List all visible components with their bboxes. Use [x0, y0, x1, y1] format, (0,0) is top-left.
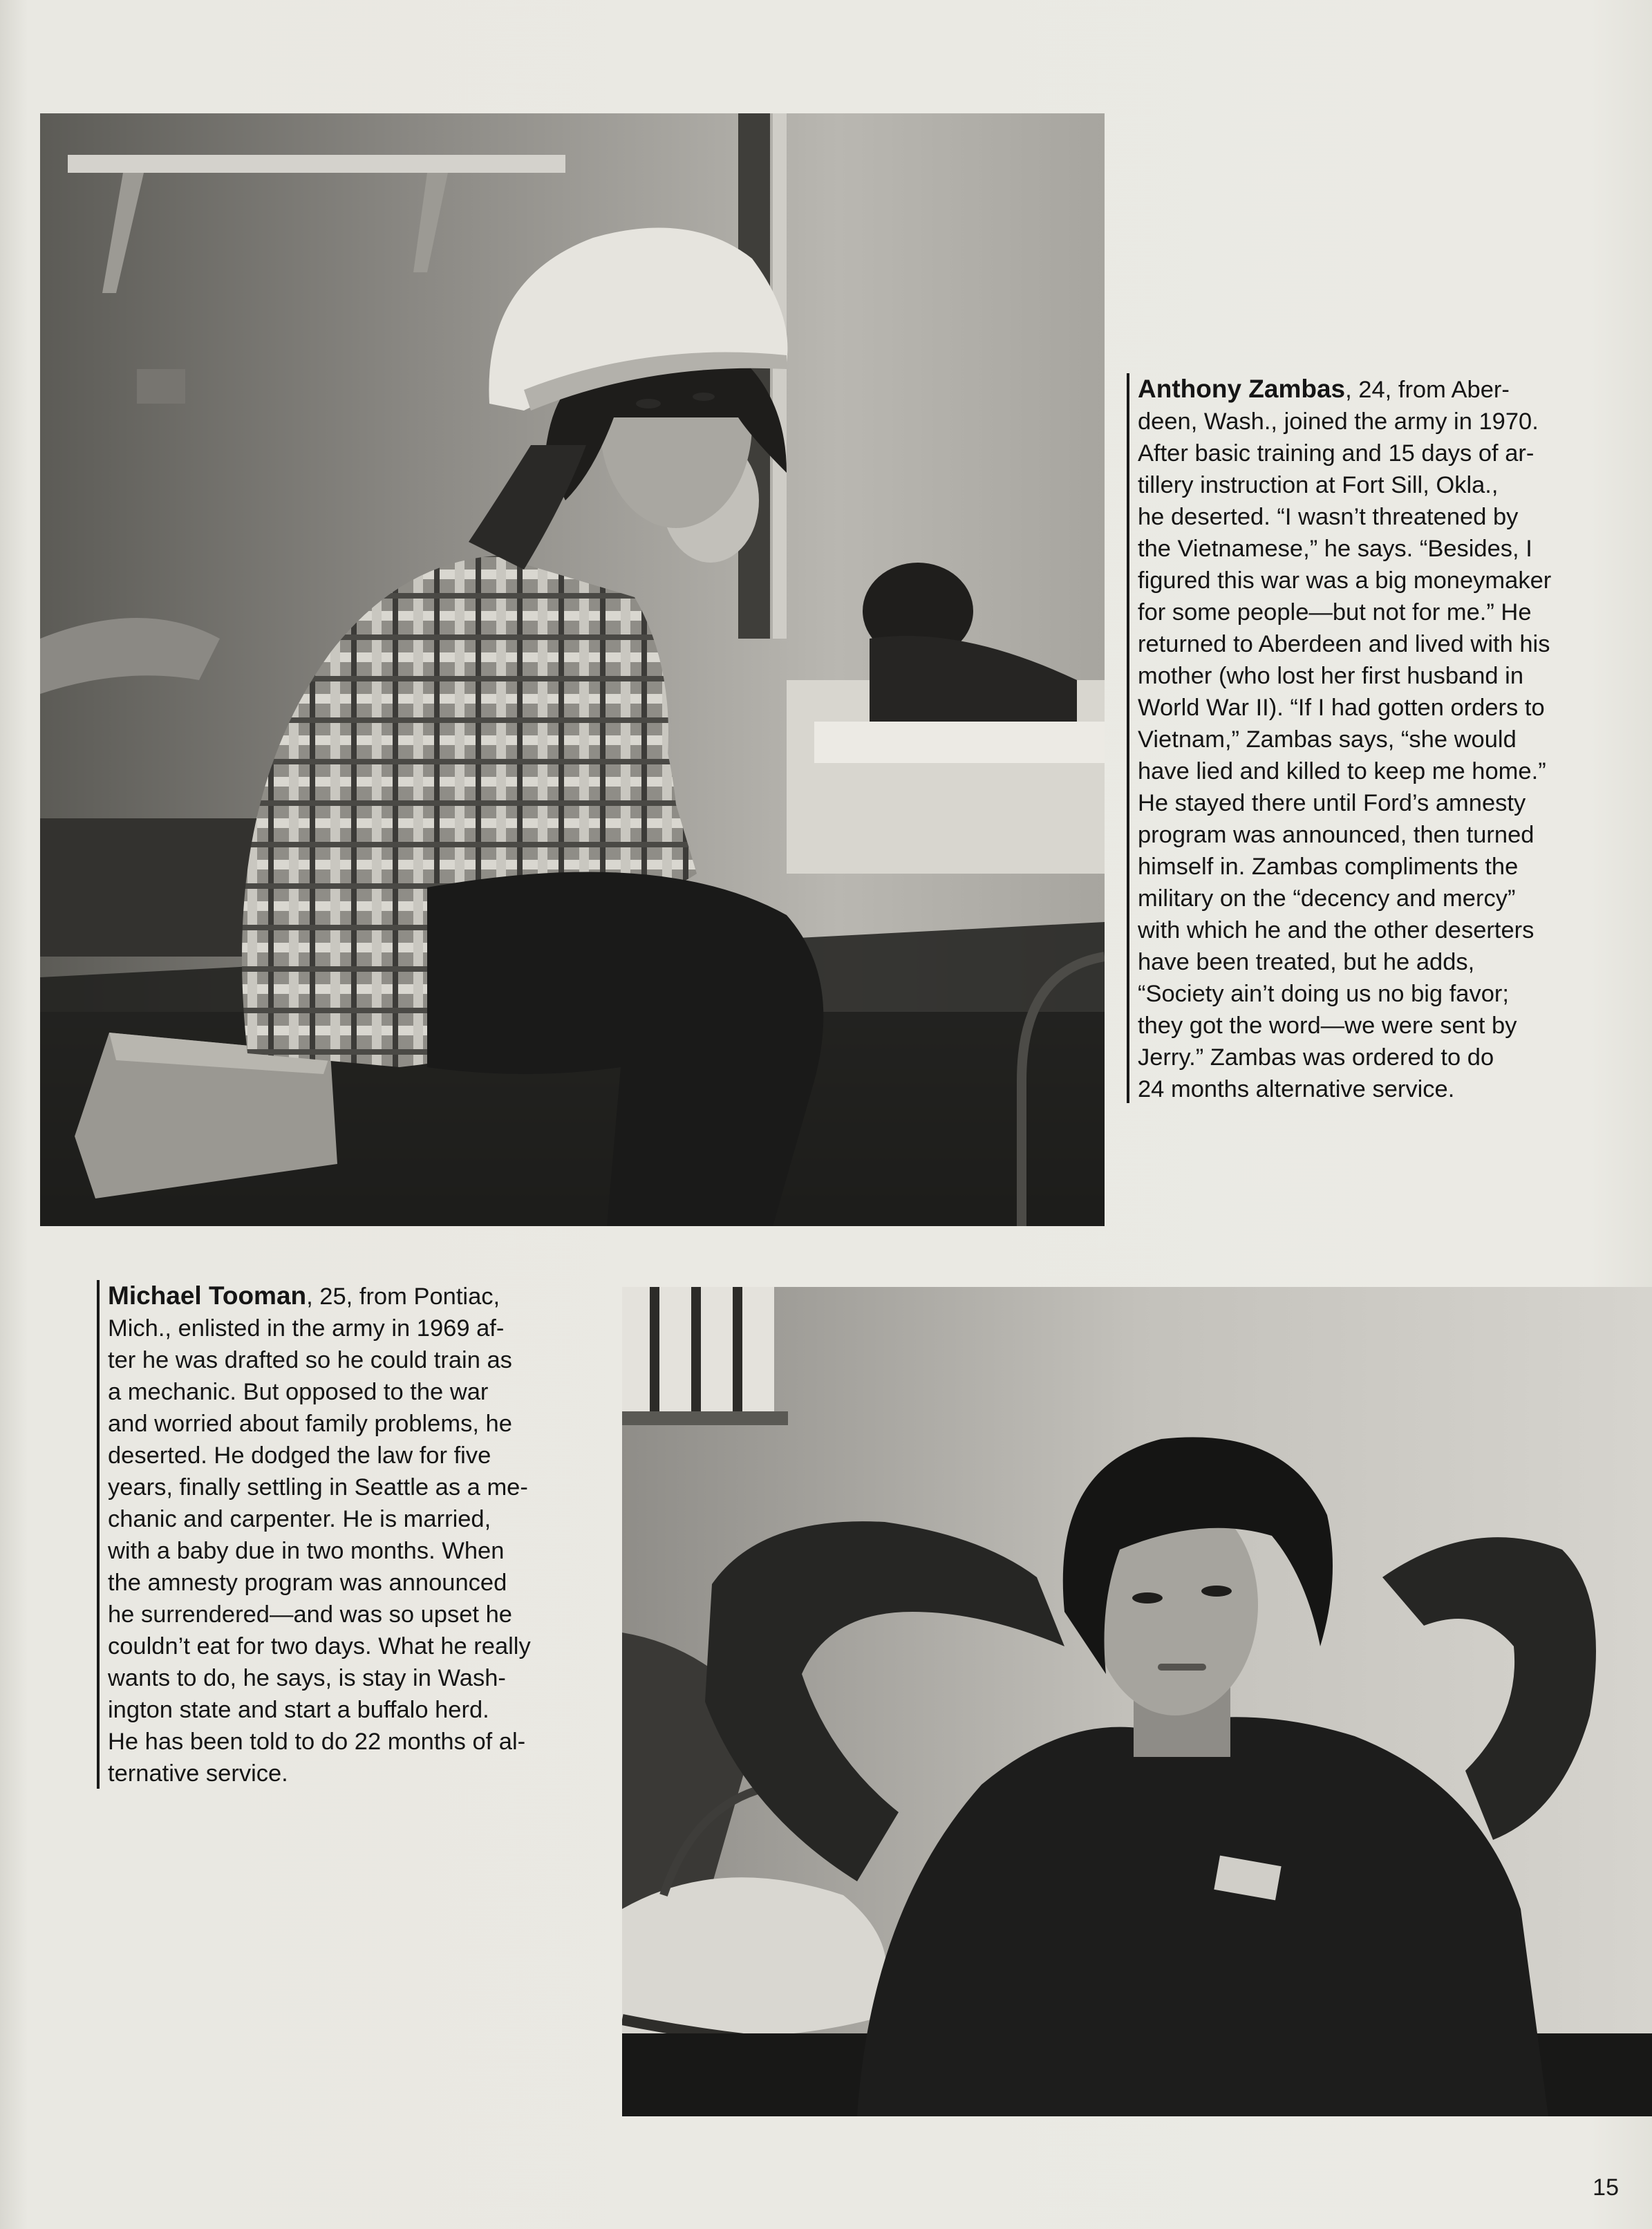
caption-zambas-line: with which he and the other deserters	[1138, 917, 1534, 943]
caption-tooman-line: chanic and carpenter. He is married,	[108, 1506, 491, 1532]
caption-anthony-zambas	[1127, 373, 1551, 1103]
caption-zambas-line: they got the word—we were sent by	[1138, 1013, 1517, 1039]
caption-zambas-line: deen, Wash., joined the army in 1970.	[1138, 408, 1539, 435]
caption-zambas-line: Jerry.” Zambas was ordered to do	[1138, 1044, 1494, 1071]
caption-tooman-line: ter he was drafted so he could train as	[108, 1347, 512, 1373]
caption-zambas-line: World War II). “If I had gotten orders to	[1138, 695, 1545, 721]
caption-zambas-line: Vietnam,” Zambas says, “she would	[1138, 726, 1517, 753]
caption-zambas-line: he deserted. “I wasn’t threatened by	[1138, 504, 1519, 530]
caption-tooman-line: years, finally settling in Seattle as a me-	[108, 1474, 528, 1501]
caption-tooman-line: Mich., enlisted in the army in 1969 af-	[108, 1315, 505, 1342]
caption-zambas-line-1: Anthony Zambas, 24, from Aber-	[1138, 375, 1510, 403]
caption-zambas-line: mother (who lost her first husband in	[1138, 663, 1524, 689]
caption-zambas-line: military on the “decency and mercy”	[1138, 885, 1516, 912]
caption-zambas-line: tillery instruction at Fort Sill, Okla.,	[1138, 472, 1499, 498]
caption-zambas-line: 24 months alternative service.	[1138, 1076, 1455, 1102]
caption-zambas-line: have lied and killed to keep me home.”	[1138, 758, 1546, 784]
caption-zambas-line: returned to Aberdeen and lived with his	[1138, 631, 1550, 657]
photo-michael-tooman	[622, 1287, 1652, 2116]
caption-zambas-line: figured this war was a big moneymaker	[1138, 567, 1552, 594]
caption-tooman-line-1: Michael Tooman, 25, from Pontiac,	[108, 1281, 500, 1310]
caption-zambas-line: himself in. Zambas compliments the	[1138, 854, 1519, 880]
caption-zambas-line: “Society ain’t doing us no big favor;	[1138, 981, 1509, 1007]
caption-zambas-line: program was announced, then turned	[1138, 822, 1534, 848]
page-number: 15	[1593, 2174, 1619, 2201]
caption-tooman-line: deserted. He dodged the law for five	[108, 1442, 491, 1469]
caption-tooman-line: ternative service.	[108, 1760, 288, 1787]
caption-michael-tooman	[97, 1280, 531, 1789]
caption-zambas-line: After basic training and 15 days of ar-	[1138, 440, 1534, 467]
caption-zambas-line: for some people—but not for me.” He	[1138, 599, 1532, 626]
caption-zambas-name: Anthony Zambas	[1138, 375, 1346, 403]
caption-tooman-line: ington state and start a buffalo herd.	[108, 1697, 489, 1723]
photo-zambas-illustration	[40, 113, 1105, 1226]
caption-tooman-line: wants to do, he says, is stay in Wash-	[108, 1665, 506, 1691]
caption-tooman-line: with a baby due in two months. When	[108, 1538, 505, 1564]
caption-zambas-line: He stayed there until Ford’s amnesty	[1138, 790, 1526, 816]
photo-tooman-illustration	[622, 1287, 1652, 2116]
caption-zambas-line: the Vietnamese,” he says. “Besides, I	[1138, 536, 1532, 562]
caption-tooman-line: He has been told to do 22 months of al-	[108, 1729, 526, 1755]
caption-zambas-line: have been treated, but he adds,	[1138, 949, 1475, 975]
caption-tooman-line: and worried about family problems, he	[108, 1411, 512, 1437]
caption-tooman-name: Michael Tooman	[108, 1281, 307, 1310]
caption-tooman-line: couldn’t eat for two days. What he really	[108, 1633, 531, 1659]
caption-tooman-line: he surrendered—and was so upset he	[108, 1601, 512, 1628]
caption-tooman-line: the amnesty program was announced	[108, 1570, 507, 1596]
photo-anthony-zambas	[40, 113, 1105, 1226]
caption-tooman-line: a mechanic. But opposed to the war	[108, 1379, 489, 1405]
